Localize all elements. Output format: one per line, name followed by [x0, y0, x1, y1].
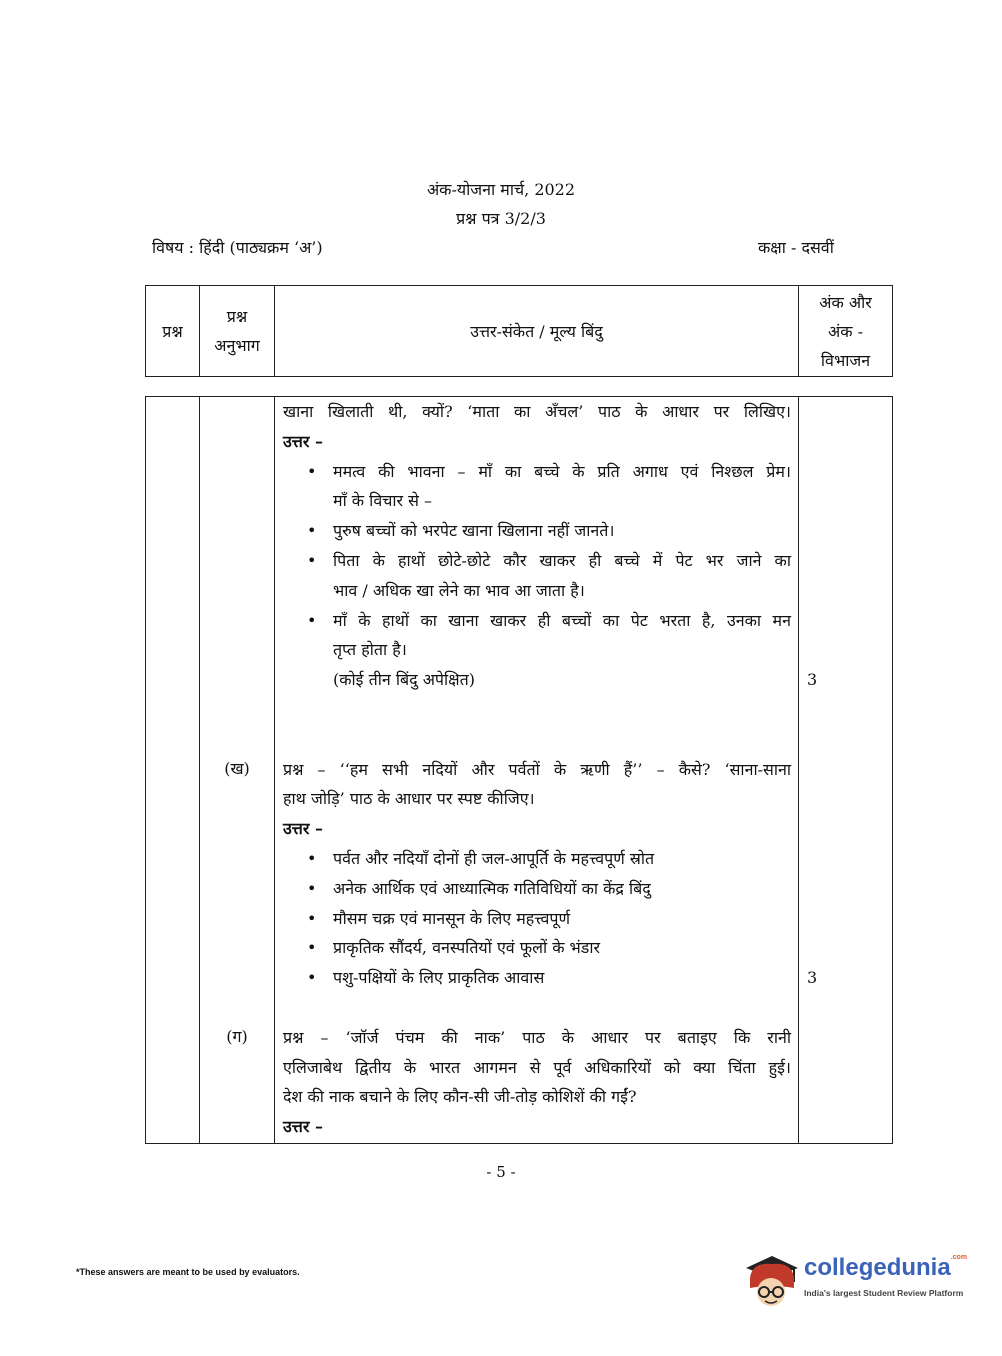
answer-b-point: • प्राकृतिक सौंदर्य, वनस्पतियों एवं फूलों के भंडार	[283, 933, 791, 963]
section-cell	[200, 397, 275, 1144]
question-cell	[146, 397, 200, 1144]
answer-a-point-cont: भाव / अधिक खा लेने का भाव आ जाता है।	[333, 580, 585, 600]
question-b-text: हाथ जोड़ि’ पाठ के आधार पर स्पष्ट कीजिए।	[283, 789, 535, 809]
question-c-text: प्रश्न – ‘जॉर्ज पंचम की नाक’ पाठ के आधार पर बताइए कि रानी	[283, 1027, 791, 1047]
marks-a: 3	[807, 670, 818, 689]
marking-scheme-header	[145, 285, 893, 377]
question-c-text: देश की नाक बचाने के लिए कौन-सी जी-तोड़ कोशिशें की गईं?	[283, 1087, 637, 1107]
answer-b-label: उत्तर –	[283, 819, 323, 839]
question-a-text: खाना खिलाती थी, क्यों? ‘माता का अँचल’ पाठ के आधार पर लिखिए।	[283, 402, 791, 421]
collegedunia-logo	[742, 1248, 972, 1312]
brand-tagline: India's largest Student Review Platform	[804, 1288, 964, 1298]
answer-c-label: उत्तर –	[283, 1117, 323, 1137]
marking-scheme-body	[145, 396, 893, 1144]
answer-a-label: उत्तर –	[283, 431, 323, 451]
answer-a-point: • ममत्व की भावना – माँ का बच्चे के प्रति अगाध एवं निश्छल प्रेम।	[283, 457, 791, 487]
section-label-kha: (ख)	[224, 759, 250, 778]
col-answer-hints: उत्तर-संकेत / मूल्य बिंदु	[275, 286, 799, 377]
evaluator-footnote: *These answers are meant to be used by evaluators.	[76, 1267, 300, 1277]
answer-b-point: • पशु-पक्षियों के लिए प्राकृतिक आवास	[283, 963, 791, 993]
answer-b-point: • मौसम चक्र एवं मानसून के लिए महत्त्वपूर्ण	[283, 904, 791, 934]
question-b-text: प्रश्न – ‘‘हम सभी नदियों और पर्वतों के ऋणी हैं’’ – कैसे? ‘साना-साना	[283, 759, 791, 779]
col-marks: अंक और अंक - विभाजन	[799, 286, 893, 377]
paper-code: प्रश्न पत्र 3/2/3	[456, 209, 546, 228]
page-number: - 5 -	[486, 1163, 516, 1181]
answer-a-note: (कोई तीन बिंदु अपेक्षित)	[333, 670, 475, 690]
brand-name: collegedunia$^{.com}$	[804, 1254, 968, 1281]
answer-cell	[275, 397, 799, 1144]
document-title: अंक-योजना मार्च, 2022	[426, 180, 576, 199]
answer-a-point-cont: माँ के विचार से –	[333, 491, 433, 511]
answer-a-point-cont: तृप्त होता है।	[333, 640, 407, 660]
answer-b-point: • पर्वत और नदियाँ दोनों ही जल-आपूर्ति के महत्त्वपूर्ण स्रोत	[283, 844, 791, 874]
class-label: कक्षा - दसवीं	[758, 238, 834, 257]
marks-b: 3	[807, 967, 818, 987]
answer-a-point: • माँ के हाथों का खाना खाकर ही बच्चों का पेट भरता है, उनका मन	[283, 606, 791, 636]
answer-a-point: • पिता के हाथों छोटे-छोटे कौर खाकर ही बच्चे में पेट भर जाने का	[283, 546, 791, 576]
subject-label: विषय : हिंदी (पाठ्यक्रम ‘अ’)	[152, 238, 323, 257]
question-c-text: एलिजाबेथ द्वितीय के भारत आगमन से पूर्व अधिकारियों को क्या चिंता हुई।	[283, 1057, 791, 1077]
answer-a-point: • पुरुष बच्चों को भरपेट खाना खिलाना नहीं जानते।	[283, 516, 791, 546]
col-question: प्रश्न	[146, 286, 200, 377]
answer-b-point: • अनेक आर्थिक एवं आध्यात्मिक गतिविधियों का केंद्र बिंदु	[283, 874, 791, 904]
section-label-ga: (ग)	[226, 1026, 248, 1046]
marks-cell	[799, 397, 893, 1144]
col-section: प्रश्न अनुभाग	[200, 286, 275, 377]
mascot-icon	[742, 1248, 800, 1310]
